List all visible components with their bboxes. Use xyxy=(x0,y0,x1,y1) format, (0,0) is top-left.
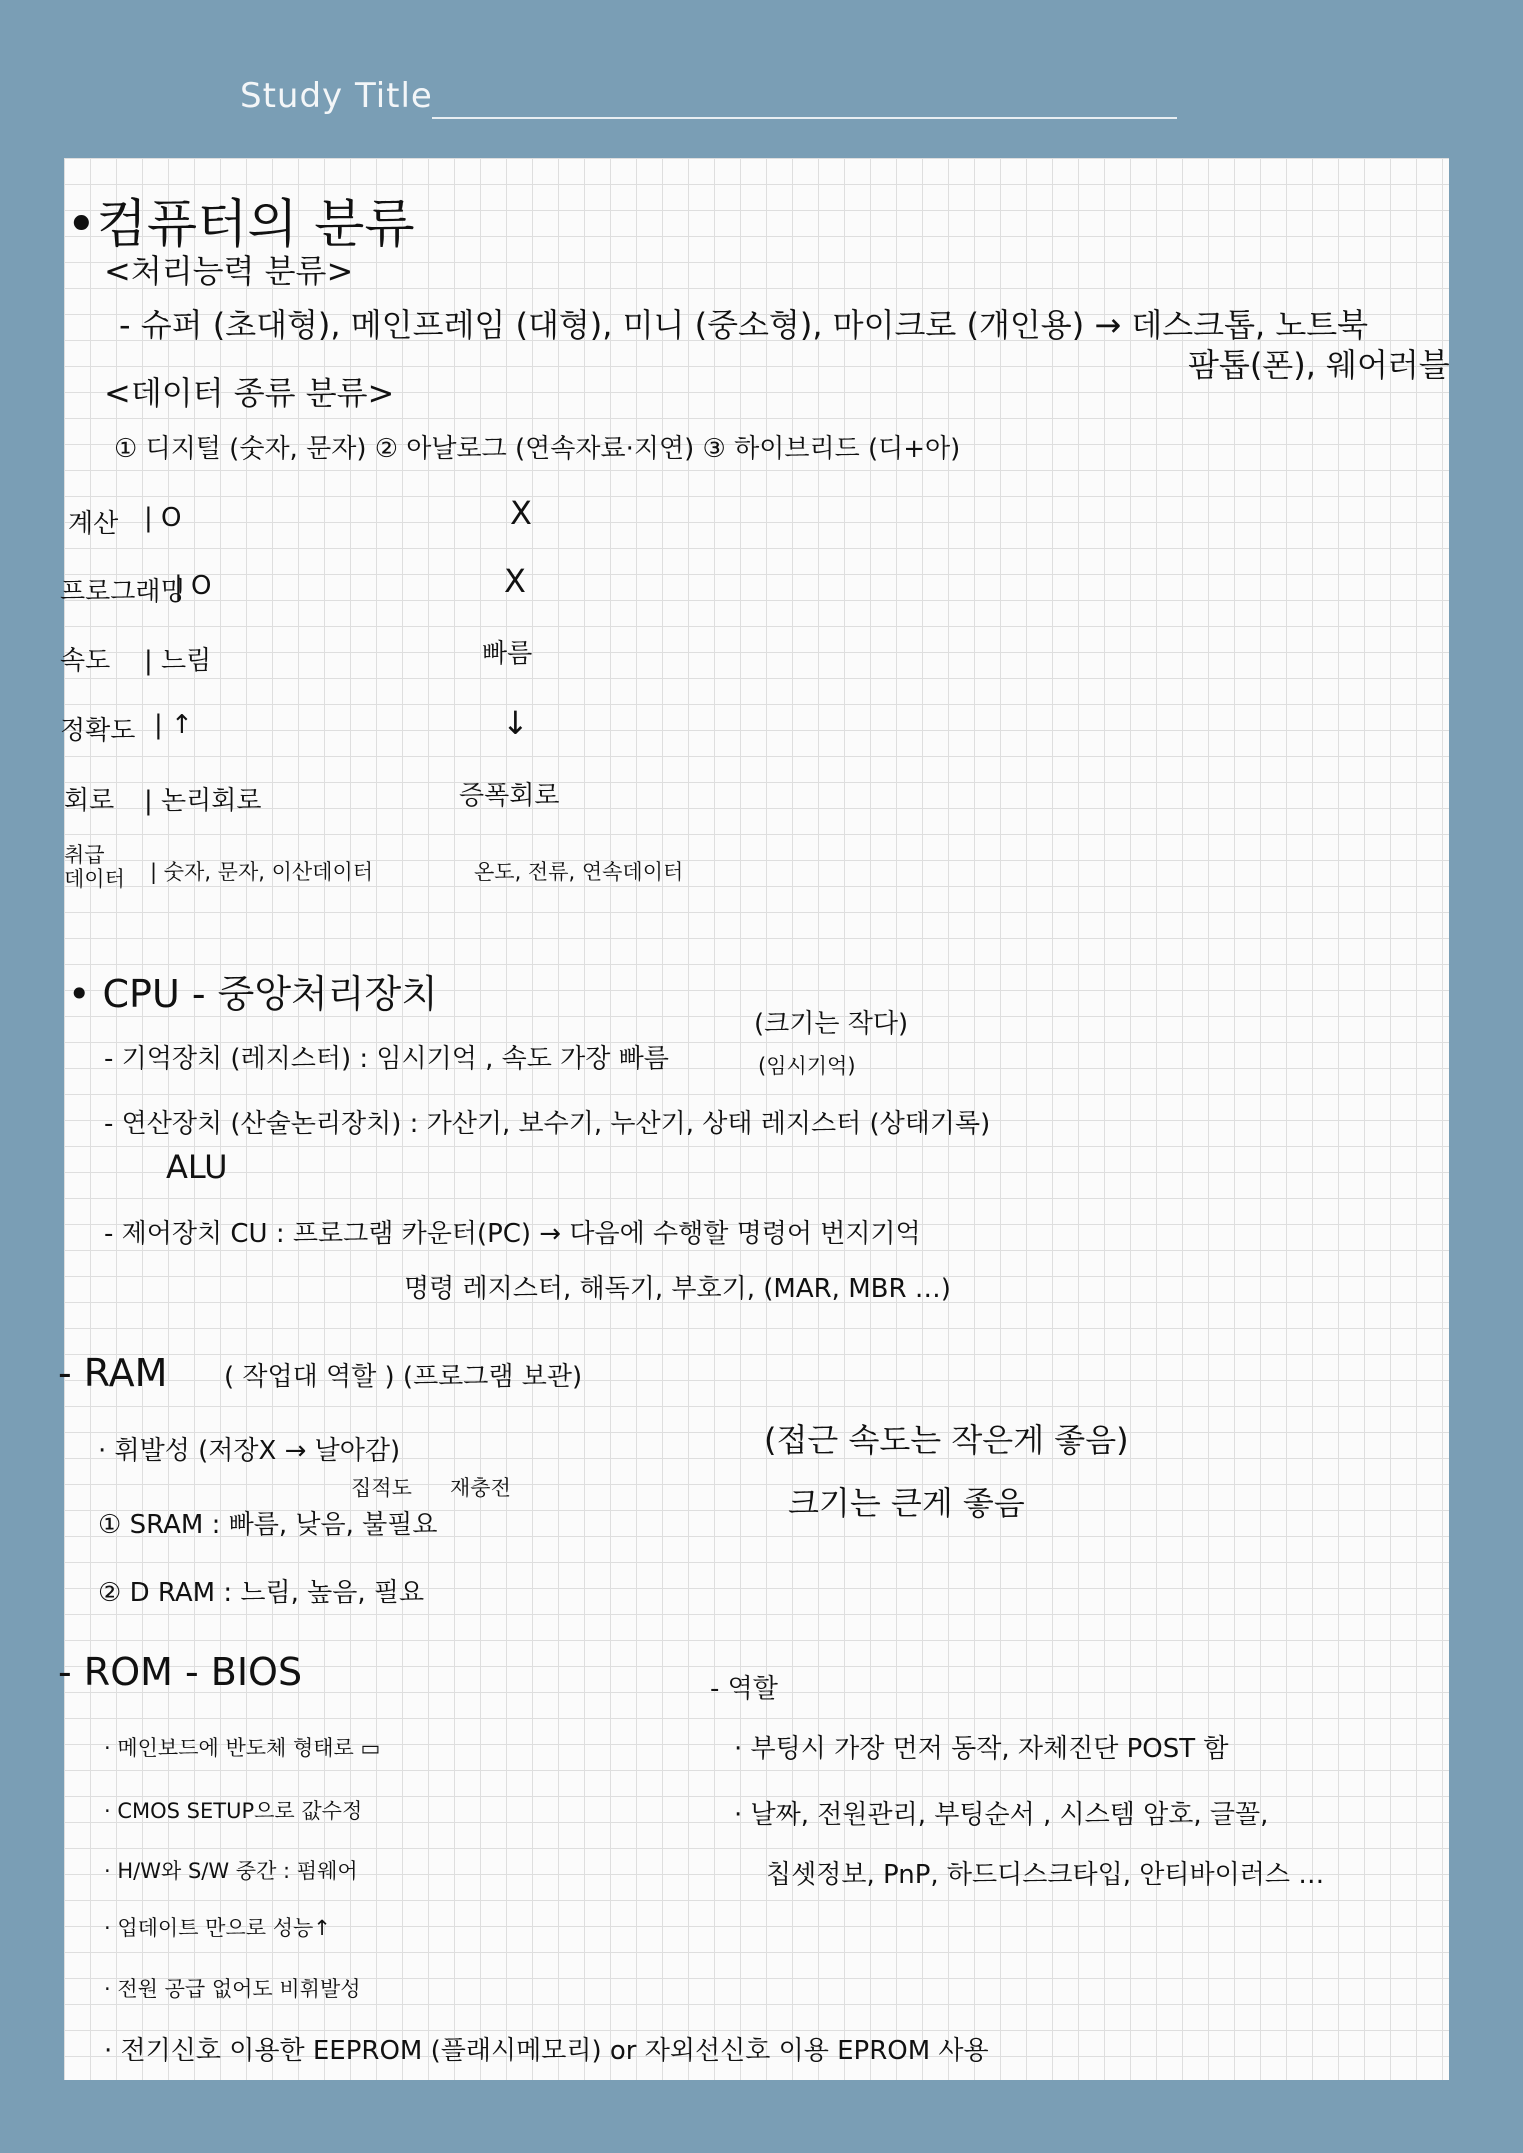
cpu-memory-unit: - 기억장치 (레지스터) : 임시기억 , 속도 가장 빠름 xyxy=(104,1044,669,1074)
rom-item: · H/W와 S/W 중간 : 펌웨어 xyxy=(104,1859,358,1883)
rom-item: · 전기신호 이용한 EEPROM (플래시메모리) or 자외선신호 이용 EPROM 사용 xyxy=(104,2036,989,2066)
cpu-alu-label: ALU xyxy=(166,1148,228,1186)
table-row-analog: 증폭회로 xyxy=(459,781,560,811)
table-row-analog: X xyxy=(504,562,526,600)
ram-note-2: 크기는 큰게 좋음 xyxy=(788,1484,1025,1522)
cpu-temp-note: (임시기억) xyxy=(758,1054,856,1078)
rom-role-item: 칩셋정보, PnP, 하드디스크타입, 안티바이러스 … xyxy=(766,1860,1325,1890)
table-row-digital: | O xyxy=(174,571,212,601)
cpu-cu-line-2: 명령 레지스터, 해독기, 부호기, (MAR, MBR …) xyxy=(404,1274,951,1304)
ram-col-refresh: 재충전 xyxy=(450,1476,511,1500)
rom-role-item: · 날짜, 전원관리, 부팅순서 , 시스템 암호, 글꼴, xyxy=(734,1800,1269,1830)
capability-line-2: 팜톱(폰), 웨어러블 xyxy=(1188,346,1450,384)
rom-item: · 메인보드에 반도체 형태로 ▭ xyxy=(104,1736,381,1760)
cpu-cu-line: - 제어장치 CU : 프로그램 카운터(PC) → 다음에 수행할 명령어 번지기억 xyxy=(104,1219,921,1249)
table-row-digital: | 논리회로 xyxy=(144,786,262,816)
table-row-digital: | 느림 xyxy=(144,646,212,676)
rom-role-item: · 부팅시 가장 먼저 동작, 자체진단 POST 함 xyxy=(734,1734,1229,1764)
capability-heading: <처리능력 분류> xyxy=(104,252,354,290)
ram-note-1: (접근 속도는 작은게 좋음) xyxy=(764,1421,1129,1459)
ram-role: ( 작업대 역할 ) (프로그램 보관) xyxy=(224,1362,583,1392)
table-row-label: 속도 xyxy=(60,646,111,676)
table-row-analog: X xyxy=(510,494,532,532)
table-row-analog: ↓ xyxy=(502,704,529,742)
classification-title: •컴퓨터의 분류 xyxy=(66,195,415,255)
table-row-digital: | ↑ xyxy=(154,710,193,740)
ram-sram: ① SRAM : 빠름, 낮음, 불필요 xyxy=(98,1510,438,1540)
ram-col-density: 집적도 xyxy=(351,1476,412,1500)
rom-item: · 업데이트 만으로 성능↑ xyxy=(104,1916,331,1940)
table-row-analog: 온도, 전류, 연속데이터 xyxy=(474,860,684,884)
table-row-label: 정확도 xyxy=(60,716,136,746)
rom-item: · CMOS SETUP으로 값수정 xyxy=(104,1799,363,1823)
table-row-digital: | 숫자, 문자, 이산데이터 xyxy=(150,860,374,884)
table-row-label: 계산 xyxy=(68,509,119,539)
ram-title: - RAM xyxy=(58,1351,168,1395)
table-row-analog: 빠름 xyxy=(482,639,533,669)
table-row-label: 회로 xyxy=(64,786,115,816)
rom-title: - ROM - BIOS xyxy=(58,1650,303,1694)
ram-volatile: · 휘발성 (저장X → 날아감) xyxy=(98,1436,401,1466)
grid-paper xyxy=(58,158,1450,2080)
table-row-label: 프로그래밍 xyxy=(60,577,186,607)
capability-line: - 슈퍼 (초대형), 메인프레임 (대형), 미니 (중소형), 마이크로 (개인용) → 데스크톱, 노트북 xyxy=(119,306,1369,344)
cpu-memory-note: (크기는 작다) xyxy=(754,1009,909,1039)
study-title-label: Study Title xyxy=(240,76,433,116)
rom-item: · 전원 공급 없어도 비휘발성 xyxy=(104,1977,361,2001)
table-row-digital: | O xyxy=(144,503,182,533)
rom-role-heading: - 역할 xyxy=(710,1674,778,1704)
table-row-label: 취급 데이터 xyxy=(64,843,125,891)
cpu-alu-line: - 연산장치 (산술논리장치) : 가산기, 보수기, 누산기, 상태 레지스터 (상태기록) xyxy=(104,1109,991,1139)
datatype-line: ① 디지털 (숫자, 문자) ② 아날로그 (연속자료·지연) ③ 하이브리드 (디+아) xyxy=(114,434,961,464)
datatype-heading: <데이터 종류 분류> xyxy=(104,374,395,412)
title-underline xyxy=(432,117,1177,119)
ram-dram: ② D RAM : 느림, 높음, 필요 xyxy=(98,1578,425,1608)
cpu-title: • CPU - 중앙처리장치 xyxy=(68,972,438,1016)
